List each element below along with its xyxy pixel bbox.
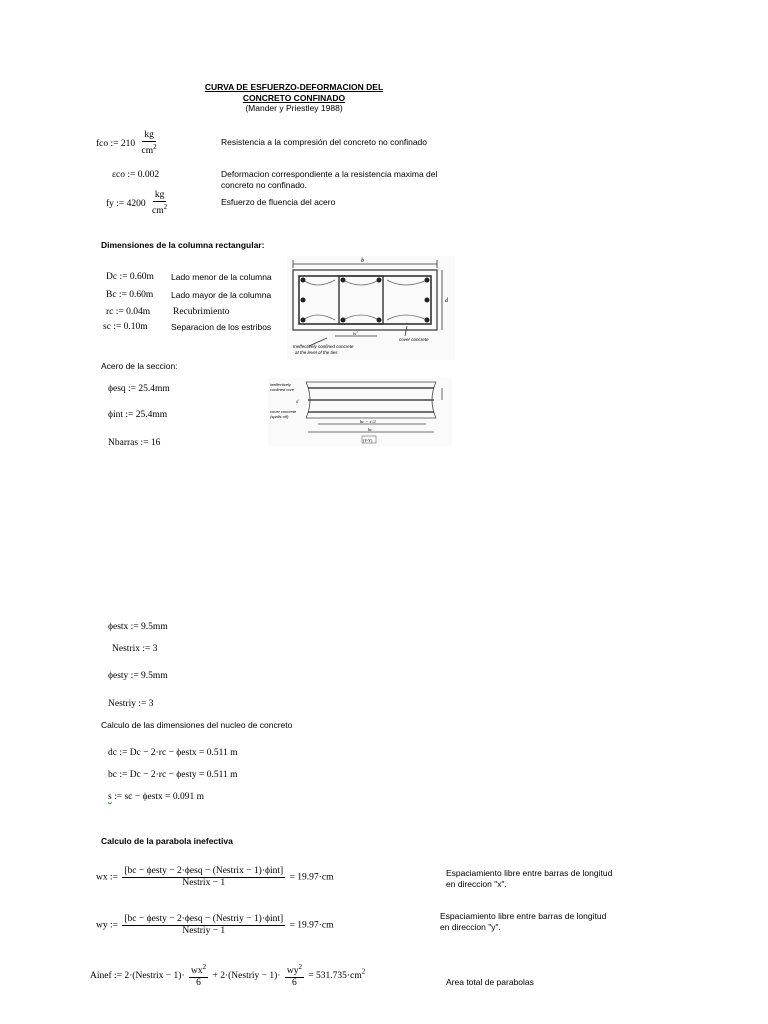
wy-expression: wy := $\frac{\text{[bc − ϕesty − 2·ϕesq − (Nestriy − 1)·ϕint]}}{\text{Nestriy − 1}}$ = 19.97·cm [96, 914, 334, 936]
phi-estx-expression: ϕestx := 9.5mm [108, 622, 168, 632]
phi-esty-expression: ϕesty := 9.5mm [108, 671, 168, 681]
label-spalls: (spalls off) [270, 414, 289, 419]
label-w: w' [353, 332, 358, 337]
sc-description: Separacion de los estribos [171, 322, 272, 332]
title-line-1: CURVA DE ESFUERZO-DEFORMACION DEL [204, 82, 384, 92]
column-elevation-figure [268, 378, 452, 446]
ainef-description: Area total de parabolas [446, 977, 534, 987]
label-bc2: bc [368, 427, 373, 432]
label-cover: cover concrete [399, 337, 429, 342]
wy-description-2: en direccion "y". [440, 922, 501, 932]
fy-description: Esfuerzo de fluencia del acero [221, 197, 336, 207]
bc-description: Lado mayor de la columna [171, 290, 272, 300]
label-ineffective-1: Ineffectively confined concrete [293, 344, 354, 349]
label-ineffectively: ineffectively [270, 382, 291, 387]
acero-heading: Acero de la seccion: [101, 361, 178, 371]
eco-expression: εco := 0.002 [112, 170, 160, 180]
nbarras-expression: Nbarras := 16 [108, 438, 161, 448]
title-line-2: CONCRETO CONFINADO [242, 93, 346, 103]
nestrix-expression: Nestrix := 3 [112, 644, 158, 654]
nestriy-expression: Nestriy := 3 [108, 699, 154, 709]
label-bc-s: bc − s'/2 [360, 419, 376, 424]
dc-core-expression: dc := Dc − 2·rc − ϕestx = 0.511 m [108, 748, 238, 758]
dc-expression: Dc := 0.60m [106, 272, 154, 282]
label-yy: (Y-Y) [363, 438, 373, 443]
wx-description-2: en direccion "x". [446, 879, 507, 889]
fy-expression: fy := 4200 $\frac{kg}{cm^2}$ [106, 190, 168, 217]
sc-expression: sc := 0.10m [103, 322, 148, 332]
rc-description: Recubrimiento [173, 307, 230, 317]
fco-expression: fco := 210 $\frac{kg}{cm^2}$ [96, 130, 157, 157]
phi-int-expression: ϕint := 25.4mm [108, 410, 168, 420]
fco-description: Resistencia a la compresión del concreto no confinado [221, 137, 428, 147]
bc-expression: Bc := 0.60m [106, 290, 154, 300]
dc-description: Lado menor de la columna [171, 272, 272, 282]
label-confined-core: confined core [270, 387, 295, 392]
nucleo-heading: Calculo de las dimensiones del nucleo de concreto [101, 720, 293, 730]
label-bc: b [361, 258, 364, 264]
wy-description-1: Espaciamiento libre entre barras de longitud [440, 911, 607, 921]
column-section-figure [287, 256, 455, 360]
wx-expression: wx := $\frac{\text{[bc − ϕesty − 2·ϕesq − (Nestrix − 1)·ϕint]}}{\text{Nestrix − 1}}$ = 19.97·cm [96, 866, 334, 888]
parabola-heading: Calculo de la parabola inefectiva [101, 836, 233, 846]
label-ineffective-2: at the level of the ties [295, 350, 338, 355]
columna-heading: Dimensiones de la columna rectangular: [101, 240, 265, 250]
label-cover-concrete: cover concrete [270, 409, 297, 414]
eco-description-2: concreto no confinado. [221, 180, 308, 190]
phi-esq-expression: ϕesq := 25.4mm [108, 384, 170, 394]
subtitle: (Mander y Priestley 1988) [245, 103, 343, 113]
s-expression: s := sc − ϕestx = 0.091 m [108, 792, 205, 802]
wx-description-1: Espaciamiento libre entre barras de longitud [446, 868, 613, 878]
ainef-expression: Ainef := 2·(Nestrix − 1)· $\frac{wx^2}{6}$ + 2·(Nestriy − 1)· $\frac{wy^2}{6}$ = $531.735\cdot cm^2$ [90, 963, 366, 989]
label-dc: d [445, 298, 448, 304]
label-s-prime: s' [296, 400, 300, 405]
eco-description-1: Deformacion correspondiente a la resistencia maxima del [221, 169, 438, 179]
rc-expression: rc := 0.04m [106, 307, 151, 317]
bc-core-expression: bc := Dc − 2·rc − ϕesty = 0.511 m [108, 770, 238, 780]
